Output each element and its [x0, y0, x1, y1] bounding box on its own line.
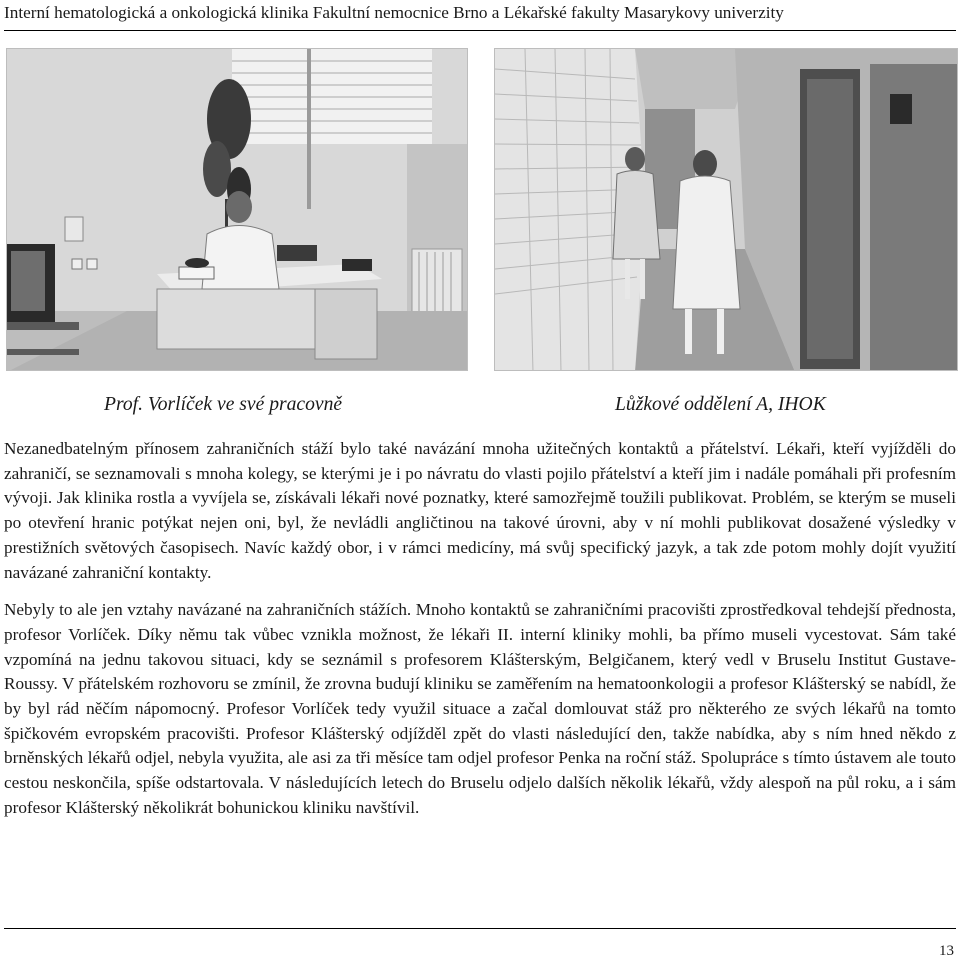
- footer-rule: [4, 928, 956, 929]
- header-rule: [4, 30, 956, 31]
- office-photo: [6, 48, 468, 371]
- photo-caption-right: Lůžkové oddělení A, IHOK: [615, 394, 826, 415]
- photo-caption-left: Prof. Vorlíček ve své pracovně: [104, 394, 343, 415]
- paragraph: Nebyly to ale jen vztahy navázané na zahraničních stážích. Mnoho kontaktů se zahraničními pracovišti zprostředkoval tehdejší přednosta, profesor Vorlíček. Díky němu tak vůbec vznikla možnost, že lékaři II. interní kliniky mohli, ba přímo museli vycestovat. Sám také vzpomíná na jednu takovou situaci, kdy se seznámil s profesorem Klášterským, Belgičanem, který vedl v Bruselu Institut Gustave-Roussy. V přátelském rozhovoru se zmínil, že zrovna budují kliniku se zaměřením na hematoonkologii a profesor Klášterský se nabídl, že by byl rád něčím nápomocný. Profesor Vorlíček tedy využil situace a začal domlouvat stáž pro některého ze svých lékařů na tomto špičkovém evropském pracovišti. Profesor Klášterský odjížděl zpět do vlasti následující den, takže nabídka, aby s ním hned někdo z brněnských lékařů odjel, nebyla využita, ale asi za tři měsíce tam odjel profesor Penka na roční stáž. Spolupráce s tímto ústavem ale touto cestou neskončila, spíše odstartovala. V následujících letech do Bruselu odjelo dalších několik lékařů, vždy alespoň na půl roku, a i sám profesor Klášterský několikrát bohunickou kliniku navštívil.: [4, 600, 956, 817]
- article-body: [4, 437, 956, 834]
- corridor-photo: [494, 48, 958, 371]
- paragraph: Nezanedbatelným přínosem zahraničních stáží bylo také navázání mnoha užitečných kontaktů a přátelství. Lékaři, kteří vyjížděli do zahraničí, se seznamovali s mnoha kolegy, se kterými je i po návratu do vlasti pojilo přátelství a kteří jim i nadále pomáhali při profesním vývoji. Jak klinika rostla a vyvíjela se, získávali lékaři nové poznatky, které samozřejmě toužili publikovat. Problém, se kterým se museli po otevření hranic potýkat nejen oni, byl, že nevládli angličtinou na takové úrovni, aby v ní mohli publikovat dosažené výsledky v prestižních světových časopisech. Navíc každý obor, i v rámci medicíny, má svůj specifický jazyk, a tak zde potom mohly dojít využití navázané zahraniční kontakty.: [4, 439, 956, 582]
- page-number: 13: [939, 943, 954, 959]
- running-header: Interní hematologická a onkologická klinika Fakultní nemocnice Brno a Lékařské fakulty Masarykovy univerzity: [4, 3, 784, 22]
